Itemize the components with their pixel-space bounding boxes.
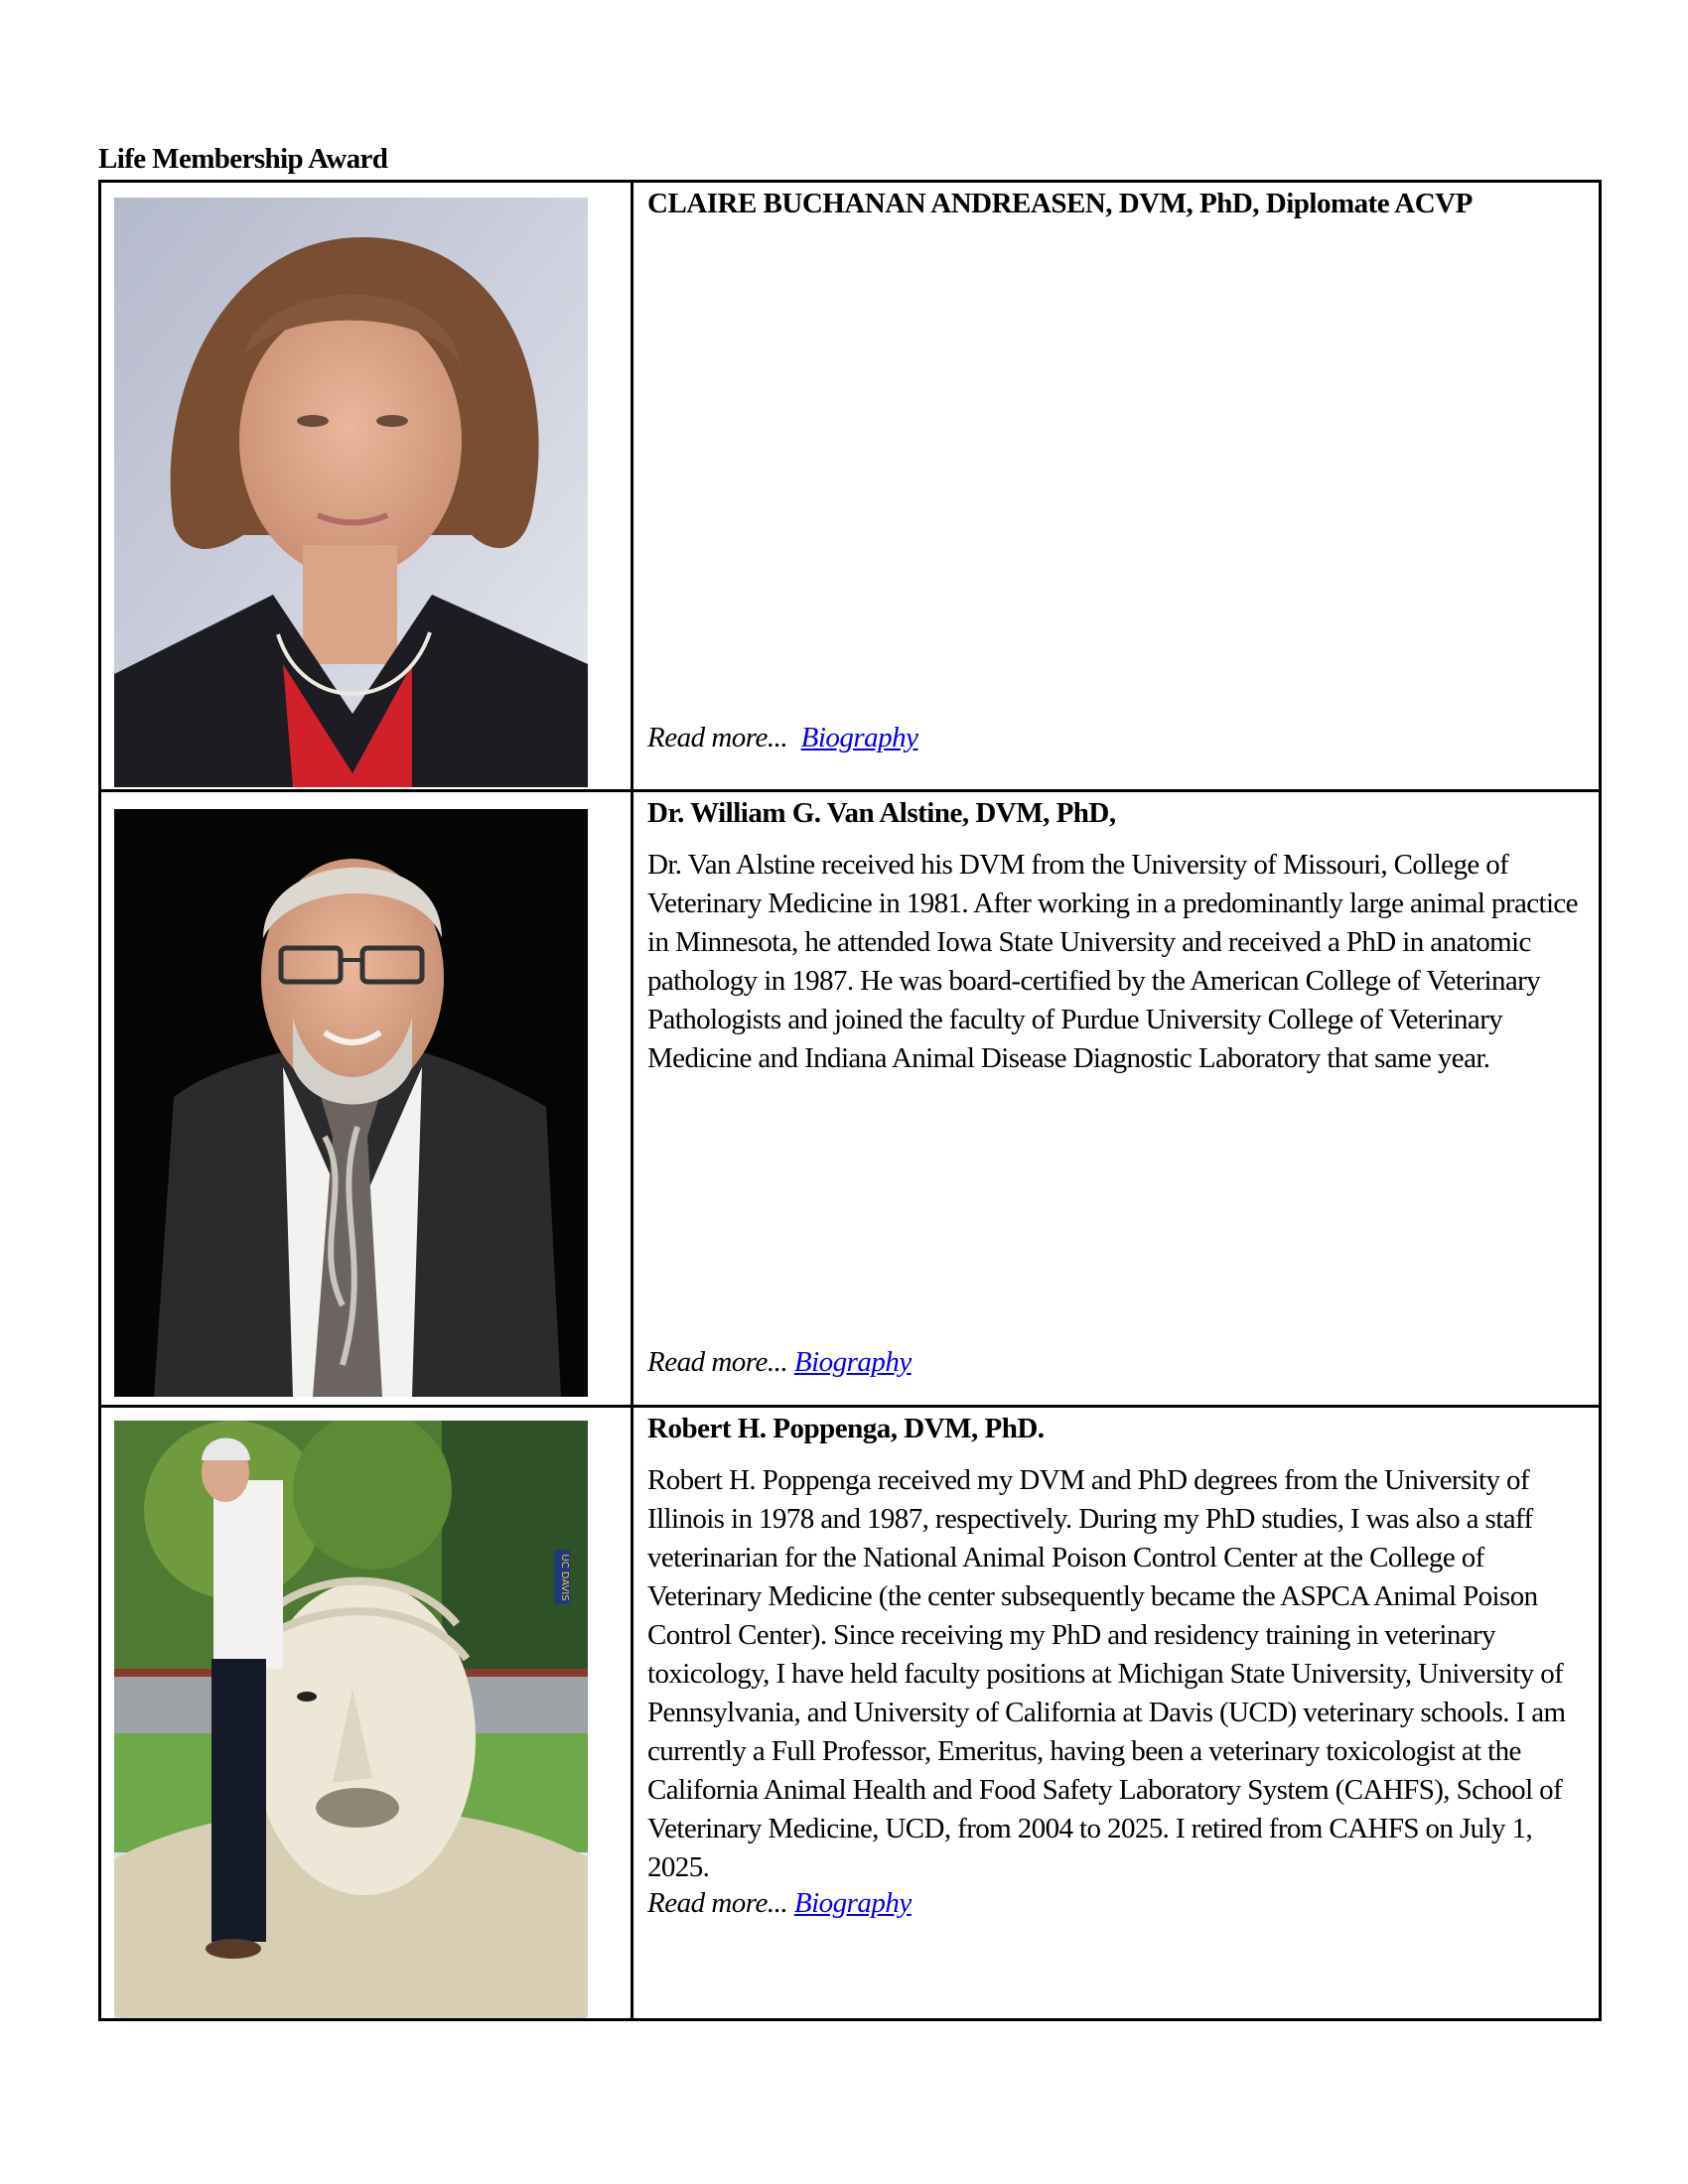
- portrait-woman-image: [114, 198, 588, 787]
- awardee-name: CLAIRE BUCHANAN ANDREASEN, DVM, PhD, Diplomate ACVP: [647, 188, 1473, 219]
- read-more: [647, 1346, 912, 1379]
- text-cell: [633, 182, 1601, 791]
- sculpture-photo-image: [114, 1421, 588, 2018]
- banner-text: UC DAVIS: [559, 1554, 570, 1601]
- section-title: Life Membership Award: [98, 143, 388, 175]
- read-more-label: Read more...: [647, 1887, 788, 1919]
- awardee-photo: [114, 809, 588, 1397]
- awardee-row: [100, 1407, 1601, 2020]
- read-more: [647, 722, 918, 754]
- read-more: [647, 1887, 1587, 1920]
- awards-table: [98, 180, 1602, 2021]
- read-more-label: Read more...: [647, 1346, 788, 1378]
- awardee-row: [100, 791, 1601, 1407]
- text-cell: [633, 791, 1601, 1407]
- awardee-photo: [114, 198, 588, 787]
- biography-link[interactable]: Biography: [800, 722, 918, 753]
- photo-cell: [100, 182, 633, 791]
- portrait-man-image: [114, 809, 588, 1397]
- biography-link[interactable]: Biography: [793, 1346, 912, 1378]
- awardee-bio: Dr. Van Alstine received his DVM from the University of Missouri, College of Veterinary Medicine in 1981. After working in a predominantly large animal practice in Minnesota, he attended Iowa State University and received a PhD in anatomic pathology in 1987. He was board-certified by the American College of Veterinary Pathologists and joined the faculty of Purdue University College of Veterinary Medicine and Indiana Animal Disease Diagnostic Laboratory that same year.: [647, 849, 1578, 1074]
- awardee-photo: [114, 1421, 588, 2018]
- awardee-name: Dr. William G. Van Alstine, DVM, PhD,: [647, 797, 1116, 829]
- biography-link[interactable]: Biography: [793, 1887, 912, 1919]
- read-more-label: Read more...: [647, 722, 788, 753]
- awardee-row: [100, 182, 1601, 791]
- awardee-name: Robert H. Poppenga, DVM, PhD.: [647, 1413, 1045, 1444]
- photo-cell: [100, 791, 633, 1407]
- awardee-bio: Robert H. Poppenga received my DVM and PhD degrees from the University of Illinois in 1978 and 1987, respectively. During my PhD studies, I was also a staff veterinarian for the National Animal Poison Control Center at the College of Veterinary Medicine (the center subsequently became the ASPCA Animal Poison Control Center). Since receiving my PhD and residency training in veterinary toxicology, I have held faculty positions at Michigan State University, University of Pennsylvania, and University of California at Davis (UCD) veterinary schools. I am currently a Full Professor, Emeritus, having been a veterinary toxicologist at the California Animal Health and Food Safety Laboratory System (CAHFS), School of Veterinary Medicine, UCD, from 2004 to 2025. I retired from CAHFS on July 1, 2025.: [647, 1464, 1566, 1883]
- photo-cell: [100, 1407, 633, 2020]
- text-cell: [633, 1407, 1601, 2020]
